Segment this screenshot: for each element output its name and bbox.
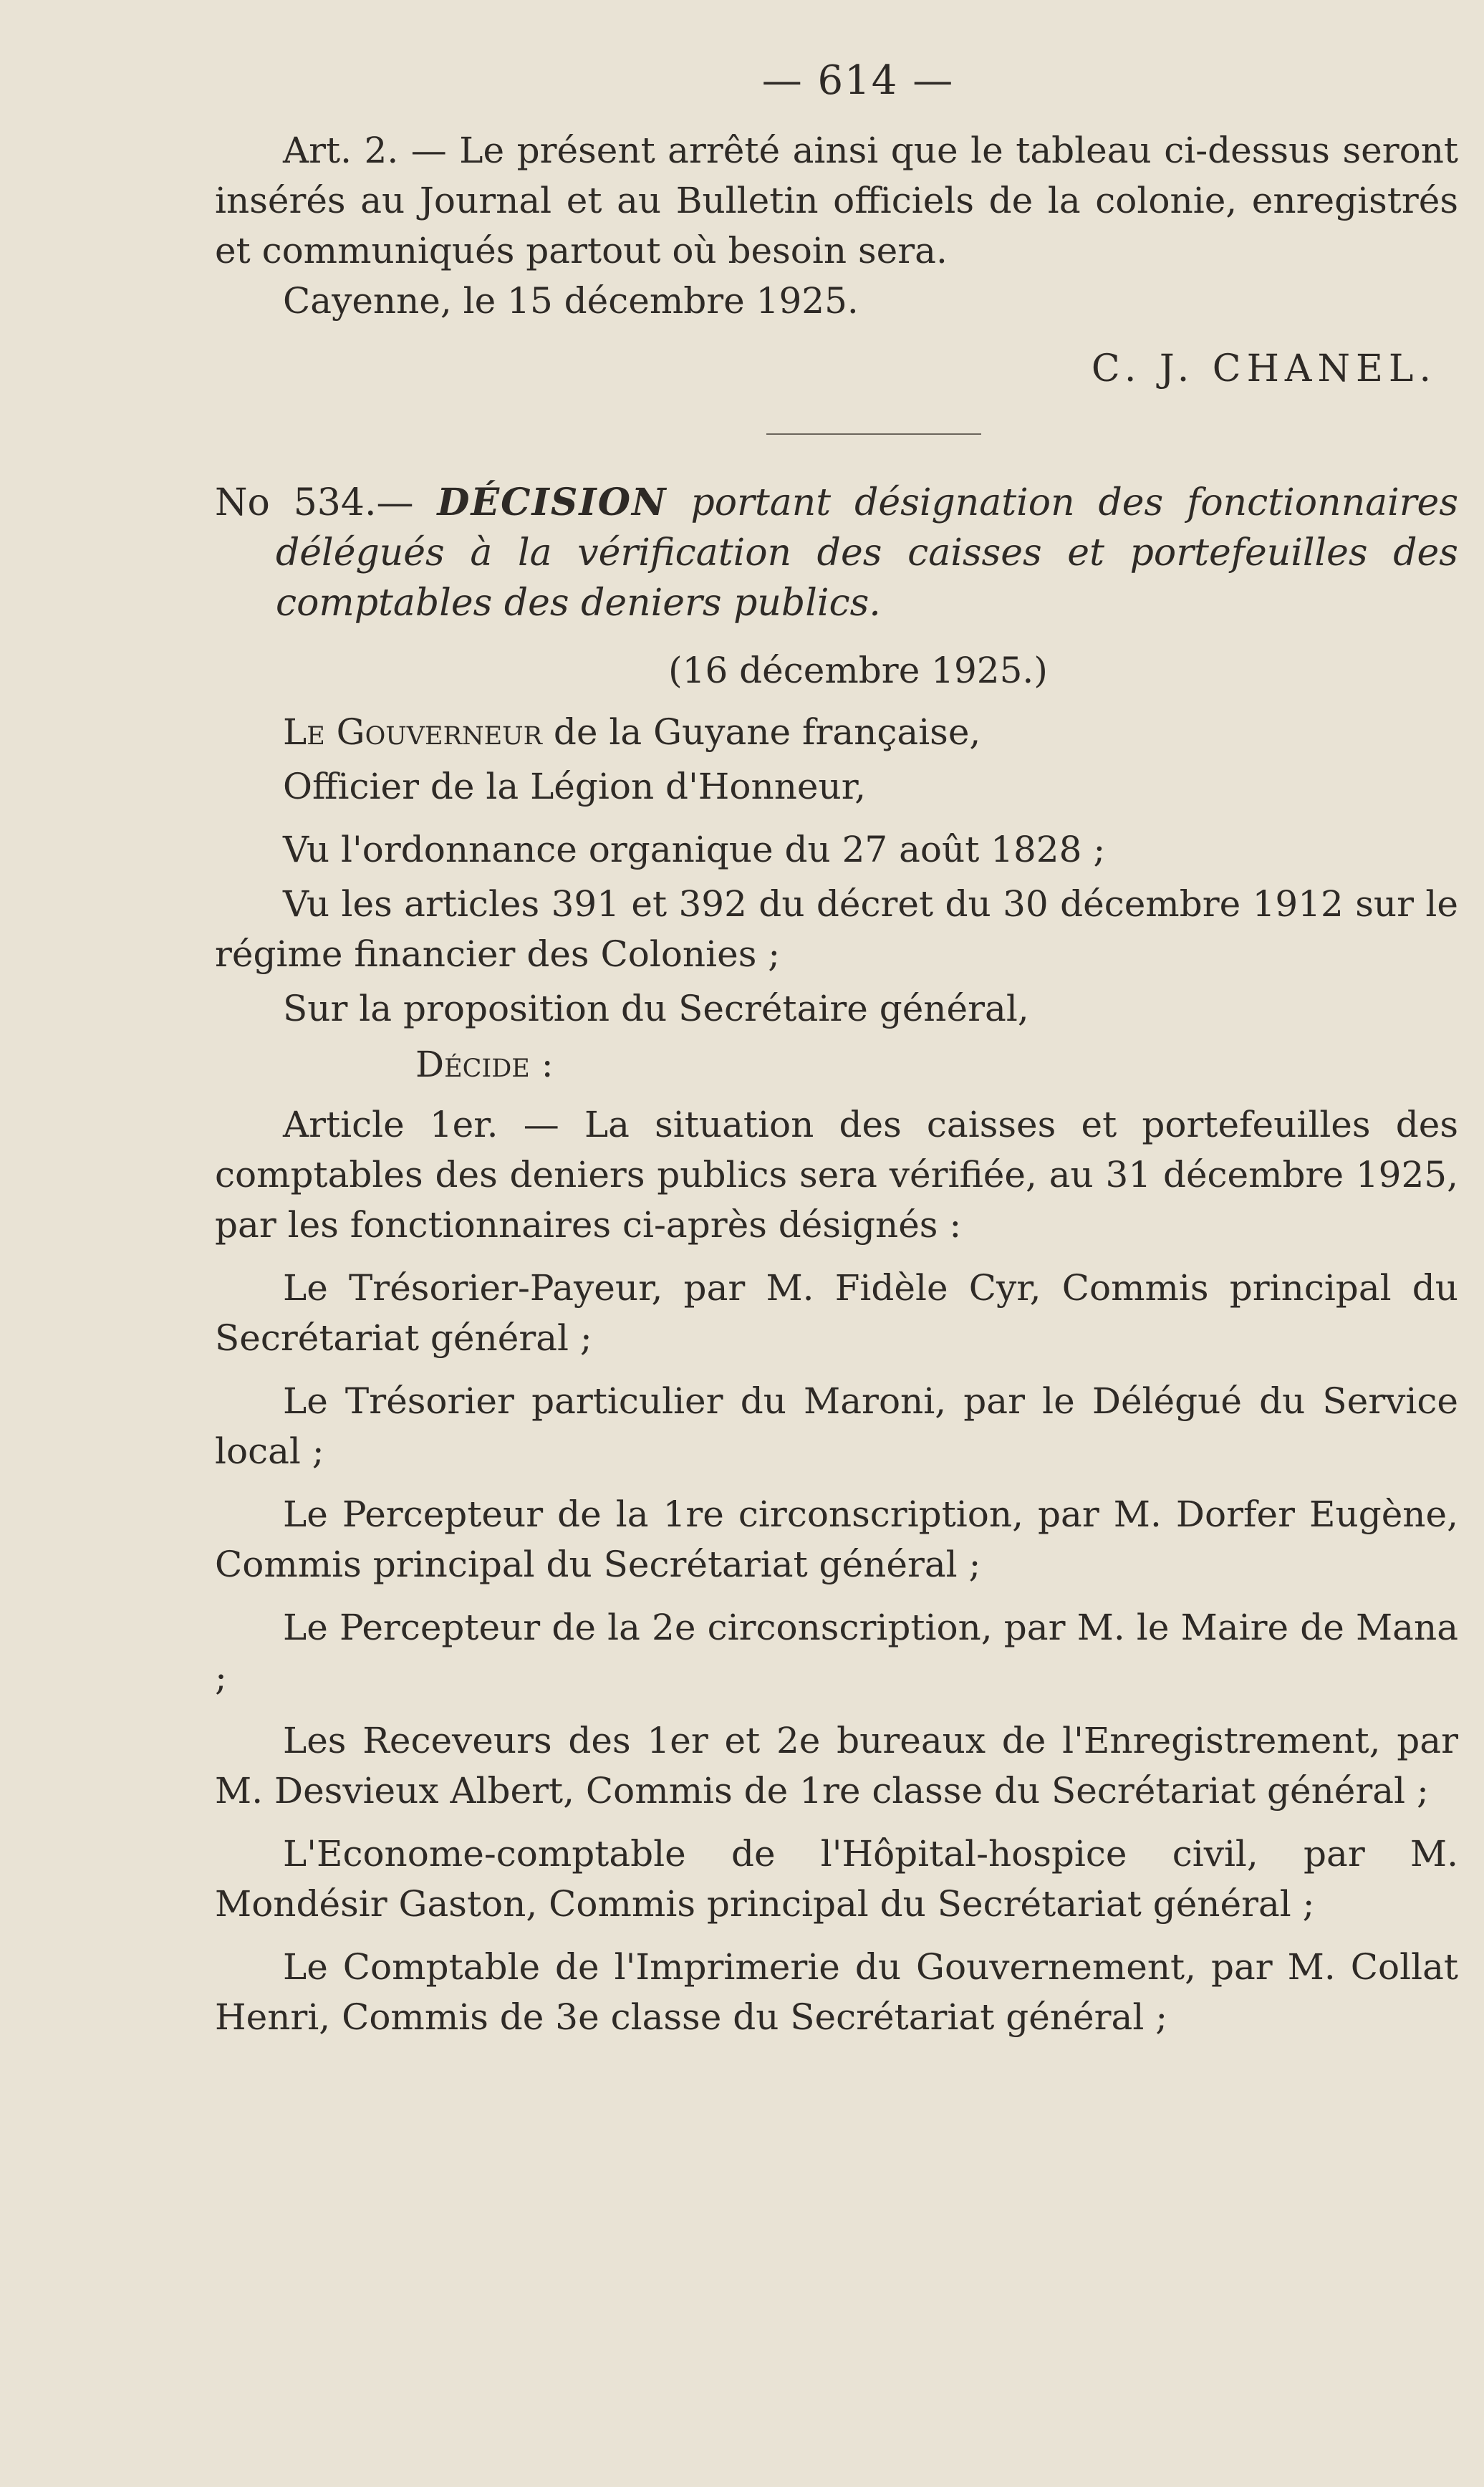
vu-ordonnance: Vu l'ordonnance organique du 27 août 1828 ; (283, 829, 1106, 870)
officier-line: Officier de la Légion d'Honneur, (283, 766, 867, 807)
gouverneur-rest: de la Guyane française, (553, 711, 981, 753)
gouverneur-line (215, 707, 1458, 757)
list-item: Le Comptable de l'Imprimerie du Gouvernement, par M. Collat Henri, Commis de 3e classe du Secrétariat général ; (215, 1946, 1458, 2038)
document-page (215, 57, 1458, 2055)
list-item: Le Percepteur de la 1re circonscription, par M. Dorfer Eugène, Commis principal du Secrétariat général ; (215, 1493, 1458, 1585)
article-1: Article 1er. — La situation des caisses et portefeuilles des comptables des deniers publics sera vérifiée, au 31 décembre 1925, par les fonctionnaires ci-après désignés : (215, 1104, 1458, 1246)
list-item: Les Receveurs des 1er et 2e bureaux de l'Enregistrement, par M. Desvieux Albert, Commis de 1re classe du Secrétariat général ; (215, 1720, 1458, 1812)
vu-articles: Vu les articles 391 et 392 du décret du 30 décembre 1912 sur le régime financier des Colonies ; (215, 883, 1458, 975)
decision-word: DÉCISION (437, 481, 668, 524)
gouverneur-prefix: Le Gouverneur (283, 711, 542, 753)
place-date: Cayenne, le 15 décembre 1925. (283, 280, 859, 322)
decide-heading: Décide : (415, 1044, 554, 1085)
list-item: L'Econome-comptable de l'Hôpital-hospice civil, par M. Mondésir Gaston, Commis principal du Secrétariat général ; (215, 1833, 1458, 1925)
decision-title: portant désignation des fonctionnaires délégués à la vérification des caisses et portefeuilles des comptables des deniers publics. (276, 481, 1459, 625)
list-item: Le Trésorier particulier du Maroni, par le Délégué du Service local ; (215, 1380, 1458, 1472)
page-number: — 614 — (761, 57, 955, 104)
section-divider (766, 433, 981, 435)
signature: C. J. CHANEL. (1091, 347, 1437, 390)
article-2: Art. 2. — Le présent arrêté ainsi que le tableau ci-dessus seront insérés au Journal et au Bulletin officiels de la colonie, enregistrés et communiqués partout où besoin sera. (215, 130, 1458, 271)
decision-number: No 534.— (215, 481, 414, 524)
list-item: Le Trésorier-Payeur, par M. Fidèle Cyr, Commis principal du Secrétariat général ; (215, 1267, 1458, 1359)
sur-proposition: Sur la proposition du Secrétaire général, (283, 988, 1029, 1029)
list-item: Le Percepteur de la 2e circonscription, par M. le Maire de Mana ; (215, 1607, 1458, 1698)
decision-date: (16 décembre 1925.) (668, 650, 1048, 691)
decision-heading (215, 478, 1458, 628)
